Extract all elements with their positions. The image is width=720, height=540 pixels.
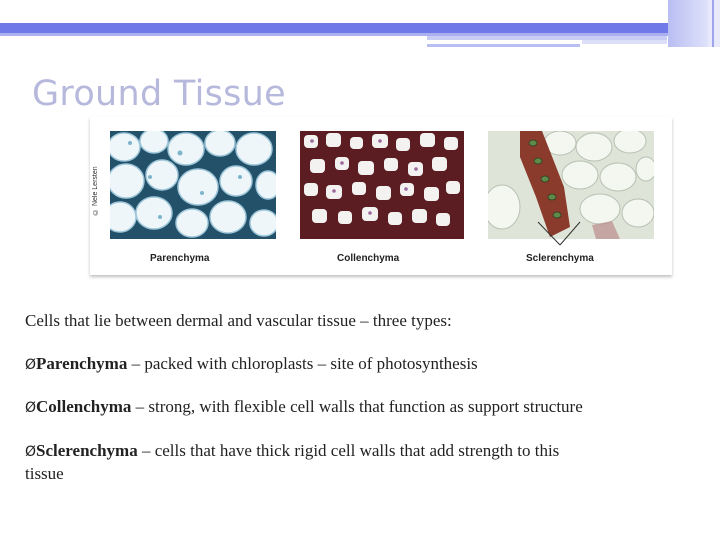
caption-sclerenchyma: Sclerenchyma bbox=[526, 253, 594, 264]
header-sub-bar-2 bbox=[427, 44, 580, 47]
bullet-arrow-icon: Ø bbox=[25, 400, 37, 416]
slide-title: Ground Tissue bbox=[32, 74, 286, 114]
desc-sclerenchyma-cont: tissue bbox=[25, 464, 64, 483]
sclerenchyma-image bbox=[484, 129, 656, 239]
desc-parenchyma: – packed with chloroplasts – site of photosynthesis bbox=[127, 354, 478, 373]
caption-collenchyma: Collenchyma bbox=[337, 253, 400, 264]
bullet-arrow-icon: Ø bbox=[25, 444, 37, 460]
collenchyma-image bbox=[300, 131, 464, 239]
term-collenchyma: Collenchyma bbox=[36, 397, 132, 416]
bullet-sclerenchyma bbox=[25, 440, 559, 484]
header-corner-block bbox=[668, 0, 708, 47]
bullet-arrow-icon: Ø bbox=[25, 357, 37, 373]
image-credit: © Nele Lersten bbox=[92, 166, 99, 215]
term-parenchyma: Parenchyma bbox=[36, 354, 128, 373]
desc-collenchyma: – strong, with flexible cell walls that function as support structure bbox=[131, 397, 583, 416]
caption-parenchyma: Parenchyma bbox=[150, 253, 210, 264]
bullet-collenchyma bbox=[25, 396, 583, 419]
header-corner-line bbox=[712, 0, 714, 47]
bullet-parenchyma bbox=[25, 353, 478, 376]
tissue-micrographs bbox=[90, 117, 672, 275]
intro-text: Cells that lie between dermal and vascular tissue – three types: bbox=[25, 311, 452, 330]
parenchyma-image bbox=[104, 129, 280, 239]
desc-sclerenchyma: – cells that have thick rigid cell walls that add strength to this bbox=[137, 441, 560, 460]
header-bar bbox=[0, 23, 706, 33]
header-sub-bar-3 bbox=[582, 40, 667, 44]
tissue-figure bbox=[90, 117, 672, 275]
header-corner-edge bbox=[708, 0, 720, 47]
term-sclerenchyma: Sclerenchyma bbox=[36, 441, 138, 460]
